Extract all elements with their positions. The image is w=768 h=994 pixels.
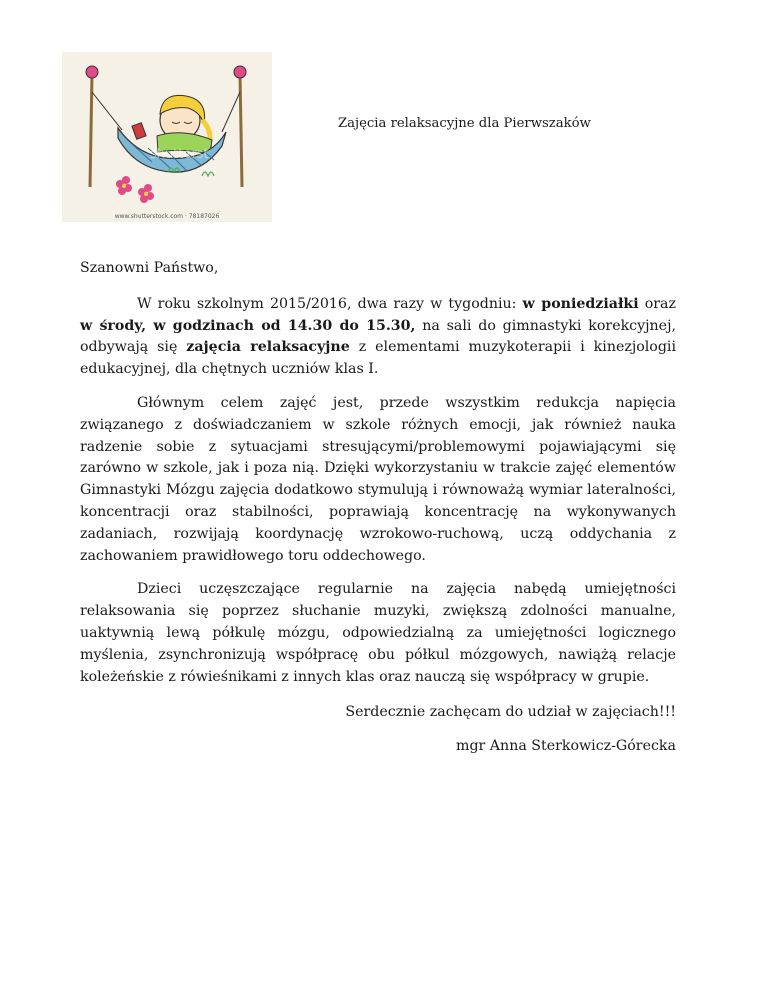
right-rope xyxy=(222,92,240,132)
page-title: Zajęcia relaksacyjne dla Pierwszaków xyxy=(338,116,591,131)
grass-tuft xyxy=(202,172,214,176)
greeting: Szanowni Państwo, xyxy=(80,260,219,276)
text-segment: oraz xyxy=(638,295,676,312)
watermark-logo: shutterst xyxy=(150,147,209,162)
left-rope xyxy=(92,92,122,130)
left-post-knob xyxy=(86,66,98,78)
girl-shoe xyxy=(132,123,146,140)
text-segment: na sali do gimnastyki korekcyjnej, odbywają się xyxy=(80,317,676,356)
signature: mgr Anna Sterkowicz-Górecka xyxy=(455,738,676,755)
paragraph-goals: Głównym celem zajęć jest, przede wszystkim redukcja napięcia związanego z doświadczaniem w szkole różnych emocji, jak również nauka radzenie sobie z sytuacjami stresującymi/problemowymi pojawiającymi się zarówno w szkole, jak i poza nią. Dzięki wykorzystaniu w trakcie zajęć elementów Gimnastyki Mózgu zajęcia dodatkowo stymulują i równoważą wymiar lateralności, koncentracji oraz stabilności, poprawiają koncentrację na wykonywanych zadaniach, rozwijają koordynację wzrokowo-ruchową, uczą oddychania z zachowaniem prawidłowego toru oddechowego. xyxy=(80,394,676,564)
girl-in-hammock-drawing xyxy=(62,52,272,222)
bold-class-name: zajęcia relaksacyjne xyxy=(186,339,350,356)
text-segment: W roku szkolnym 2015/2016, dwa razy w tygodniu: xyxy=(137,295,523,312)
watermark-text: www.shutterstock.com · 78187026 xyxy=(114,213,220,220)
closing-line: Serdecznie zachęcam do udział w zajęciach!!! xyxy=(345,704,676,721)
bold-days-monday: w poniedziałki xyxy=(522,295,639,312)
hammock-illustration xyxy=(62,52,272,222)
bold-days-wednesday-hours: w środy, w godzinach od 14.30 do 15.30, xyxy=(80,317,416,334)
right-post xyxy=(240,74,242,187)
letter-body xyxy=(80,258,676,758)
pink-flower xyxy=(116,176,132,195)
paragraph-benefits: Dzieci uczęszczające regularnie na zajęcia nabędą umiejętności relaksowania się poprzez słuchanie muzyki, zwiększą zdolności manualne, uaktywnią lewą półkulę mózgu, odpowiedzialną za umiejętności logicznego myślenia, zsynchronizują współpracę obu półkul mózgowych, nawiążą relacje koleżeńskie z rówieśnikami z innych klas oraz nauczą się współpracy w grupie. xyxy=(80,581,676,685)
right-post-knob xyxy=(234,66,246,78)
left-post xyxy=(90,74,92,187)
paragraph-schedule xyxy=(80,294,676,381)
pink-flower xyxy=(138,184,154,203)
text-segment: z elementami muzykoterapii i kinezjologii edukacyjnej, dla chętnych uczniów klas I. xyxy=(80,339,677,378)
